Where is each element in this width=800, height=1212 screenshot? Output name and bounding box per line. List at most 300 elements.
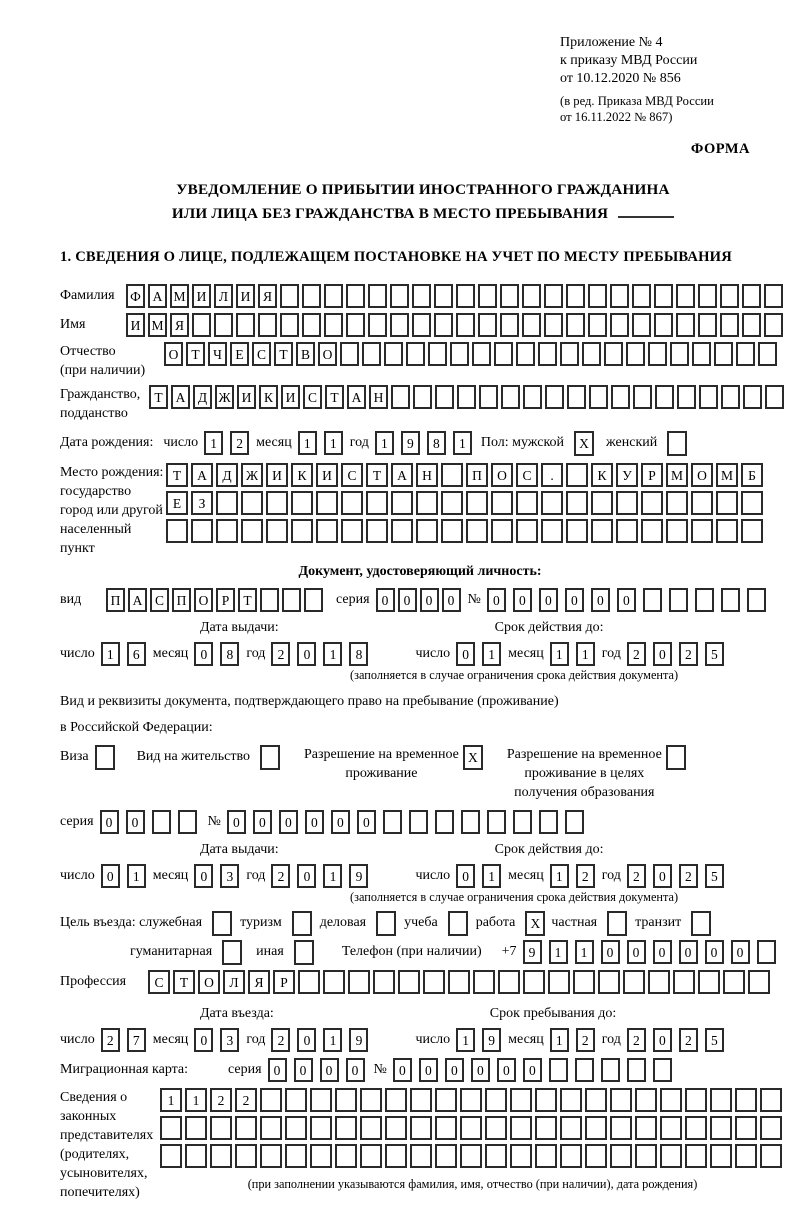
doc-series-cells: [376, 588, 464, 612]
label-line: попечителях): [60, 1185, 140, 1201]
female-checkbox: [667, 431, 687, 456]
char-cell: 2: [271, 864, 290, 888]
char-cell: А: [171, 385, 190, 409]
char-cell: [472, 342, 491, 366]
char-cell: [510, 1088, 532, 1112]
label-line: Разрешение на временное: [303, 747, 459, 763]
entry-month-cells: [194, 1028, 246, 1052]
visa-checkbox: [95, 745, 115, 770]
char-cell: М: [148, 313, 167, 337]
text: №: [373, 1062, 387, 1078]
char-cell: [610, 313, 629, 337]
char-cell: [435, 1144, 457, 1168]
char-cell: 0: [601, 940, 620, 964]
char-cell: [765, 385, 784, 409]
char-cell: Д: [193, 385, 212, 409]
char-cell: 0: [297, 642, 316, 666]
text: год: [246, 868, 266, 884]
char-cell: Е: [230, 342, 249, 366]
char-cell: [560, 1144, 582, 1168]
char-cell: 3: [220, 864, 239, 888]
char-cell: [409, 810, 428, 834]
char-cell: [567, 385, 586, 409]
char-cell: Т: [325, 385, 344, 409]
permit-expiry-note: (заполняется в случае ограничения срока действия документа): [350, 890, 679, 905]
char-cell: [585, 1144, 607, 1168]
char-cell: 1: [160, 1088, 182, 1112]
char-cell: [383, 810, 402, 834]
purpose-tourism-checkbox: [292, 911, 312, 936]
char-cell: [485, 1116, 507, 1140]
char-cell: Т: [274, 342, 293, 366]
char-cell: О: [164, 342, 183, 366]
char-cell: [691, 491, 713, 515]
char-cell: 0: [253, 810, 272, 834]
char-cell: П: [172, 588, 191, 612]
char-cell: [384, 342, 403, 366]
label-line: Сведения о: [60, 1090, 128, 1106]
char-cell: [302, 284, 321, 308]
firstname-cells: [126, 313, 786, 337]
char-cell: [626, 342, 645, 366]
char-cell: [591, 519, 613, 543]
char-cell: [385, 1144, 407, 1168]
temp-residence-edu-label: [507, 745, 662, 802]
char-cell: Я: [258, 284, 277, 308]
char-cell: Р: [216, 588, 235, 612]
char-cell: Р: [273, 970, 295, 994]
title-line2-wrap: [60, 202, 786, 226]
birth-day-cells: [204, 431, 256, 455]
label-line: законных: [60, 1109, 117, 1125]
char-cell: [573, 970, 595, 994]
char-cell: [460, 1144, 482, 1168]
char-cell: [742, 313, 761, 337]
permit-expiry-year-cells: [627, 864, 731, 888]
patronymic-row: [60, 342, 786, 380]
char-cell: А: [148, 284, 167, 308]
char-cell: 0: [497, 1058, 516, 1082]
char-cell: 9: [349, 1028, 368, 1052]
char-cell: А: [391, 463, 413, 487]
appendix-line: Приложение № 4: [560, 35, 663, 50]
char-cell: 2: [627, 864, 646, 888]
amendment-line: от 16.11.2022 № 867): [560, 109, 673, 124]
char-cell: С: [341, 463, 363, 487]
char-cell: 0: [194, 1028, 213, 1052]
stay-day-cells: [456, 1028, 508, 1052]
char-cell: К: [291, 463, 313, 487]
doc-expiry-year-cells: [627, 642, 731, 666]
char-cell: И: [192, 284, 211, 308]
char-cell: [545, 385, 564, 409]
char-cell: [560, 1116, 582, 1140]
char-cell: 8: [220, 642, 239, 666]
char-cell: [341, 519, 363, 543]
permit-number-cells: [227, 810, 591, 834]
char-cell: Ч: [208, 342, 227, 366]
char-cell: [566, 463, 588, 487]
char-cell: [491, 491, 513, 515]
char-cell: [410, 1088, 432, 1112]
cells-row: [166, 519, 766, 543]
label-line: город или другой: [60, 503, 163, 519]
permit-dates-captions: [60, 838, 786, 862]
char-cell: И: [281, 385, 300, 409]
spacer: [280, 1002, 490, 1003]
char-cell: [460, 1088, 482, 1112]
char-cell: [721, 588, 740, 612]
char-cell: 0: [194, 642, 213, 666]
char-cell: К: [591, 463, 613, 487]
char-cell: [413, 385, 432, 409]
label-line: проживание: [345, 766, 418, 782]
char-cell: [565, 810, 584, 834]
phone-label: Телефон (при наличии): [341, 944, 482, 960]
doc-issue-month-cells: [194, 642, 246, 666]
residence-permit-label: Вид на жительство: [136, 749, 250, 765]
form-label: ФОРМА: [690, 141, 750, 158]
spacer: [375, 864, 415, 865]
char-cell: 0: [653, 642, 672, 666]
phone-prefix: +7: [501, 944, 517, 960]
spacer: [60, 889, 350, 890]
char-cell: [216, 519, 238, 543]
permit-expiry-caption: Срок действия до:: [494, 842, 604, 858]
char-cell: [390, 284, 409, 308]
char-cell: 0: [398, 588, 417, 612]
issue-date-caption: Дата выдачи:: [200, 620, 279, 636]
char-cell: [539, 810, 558, 834]
char-cell: [648, 970, 670, 994]
char-cell: [522, 284, 541, 308]
char-cell: 0: [653, 864, 672, 888]
identity-doc-row: [60, 588, 786, 612]
stay-until-caption: Срок пребывания до:: [489, 1006, 617, 1022]
char-cell: М: [666, 463, 688, 487]
char-cell: И: [266, 463, 288, 487]
char-cell: [485, 1088, 507, 1112]
label-line: усыновителях,: [60, 1166, 148, 1182]
char-cell: [633, 385, 652, 409]
char-cell: 2: [210, 1088, 232, 1112]
char-cell: [677, 385, 696, 409]
surname-label: Фамилия: [60, 288, 115, 304]
char-cell: [714, 342, 733, 366]
label-line: получения образования: [514, 785, 655, 801]
entry-day-cells: [101, 1028, 153, 1052]
label-line: государство: [60, 484, 132, 500]
spacer: [285, 838, 495, 839]
char-cell: А: [191, 463, 213, 487]
char-cell: 1: [550, 864, 569, 888]
spacer: [285, 616, 495, 617]
char-cell: [635, 1144, 657, 1168]
char-cell: Т: [173, 970, 195, 994]
text: месяц: [256, 435, 292, 451]
char-cell: [741, 519, 763, 543]
char-cell: 5: [705, 642, 724, 666]
char-cell: [666, 519, 688, 543]
char-cell: [748, 970, 770, 994]
char-cell: [549, 1058, 568, 1082]
char-cell: [720, 284, 739, 308]
text: учеба: [404, 915, 438, 931]
residence-doc-options: [60, 745, 786, 802]
char-cell: 5: [705, 1028, 724, 1052]
char-cell: [412, 284, 431, 308]
legal-reps-label: [60, 1088, 160, 1202]
char-cell: [535, 1088, 557, 1112]
char-cell: [466, 491, 488, 515]
char-cell: [324, 284, 343, 308]
doc-number-cells: [487, 588, 773, 612]
char-cell: [391, 385, 410, 409]
char-cell: [373, 970, 395, 994]
char-cell: [285, 1088, 307, 1112]
char-cell: [610, 1088, 632, 1112]
char-cell: 0: [617, 588, 636, 612]
purpose-work-checkbox: X: [525, 911, 545, 936]
char-cell: В: [296, 342, 315, 366]
char-cell: [366, 491, 388, 515]
char-cell: [660, 1088, 682, 1112]
birthdate-row: [60, 431, 786, 456]
char-cell: [698, 970, 720, 994]
char-cell: Т: [366, 463, 388, 487]
char-cell: [641, 491, 663, 515]
char-cell: [360, 1116, 382, 1140]
char-cell: [698, 284, 717, 308]
char-cell: 0: [294, 1058, 313, 1082]
text: месяц: [152, 1032, 189, 1048]
label-line: населенный пункт: [60, 522, 132, 557]
char-cell: 1: [453, 431, 472, 455]
char-cell: С: [252, 342, 271, 366]
char-cell: [735, 1144, 757, 1168]
char-cell: [698, 313, 717, 337]
firstname-row: [60, 313, 786, 337]
char-cell: 1: [575, 940, 594, 964]
residence-doc-text1: [60, 690, 786, 714]
char-cell: 9: [523, 940, 542, 964]
appendix-line: к приказу МВД России: [560, 53, 698, 69]
char-cell: [654, 313, 673, 337]
char-cell: [310, 1116, 332, 1140]
purpose-humanitarian-checkbox: [222, 940, 242, 965]
text: №: [207, 814, 221, 830]
char-cell: 0: [420, 588, 439, 612]
char-cell: [456, 313, 475, 337]
char-cell: 0: [539, 588, 558, 612]
char-cell: [632, 284, 651, 308]
char-cell: [368, 313, 387, 337]
migration-number-cells: [393, 1058, 679, 1082]
char-cell: 0: [227, 810, 246, 834]
char-cell: 0: [442, 588, 461, 612]
char-cell: [416, 491, 438, 515]
char-cell: 2: [235, 1088, 257, 1112]
char-cell: [670, 342, 689, 366]
char-cell: У: [616, 463, 638, 487]
label-line: Отчество: [60, 344, 116, 360]
char-cell: Л: [214, 284, 233, 308]
char-cell: 7: [127, 1028, 146, 1052]
permit-expiry-note: [60, 889, 786, 906]
char-cell: [434, 313, 453, 337]
patronymic-cells: [164, 342, 780, 366]
entry-year-cells: [271, 1028, 375, 1052]
cells-row: [160, 1116, 785, 1140]
text: серия: [228, 1062, 262, 1078]
permit-issue-month-cells: [194, 864, 246, 888]
birthplace-label: [60, 463, 166, 558]
char-cell: О: [318, 342, 337, 366]
char-cell: [566, 491, 588, 515]
char-cell: [610, 1144, 632, 1168]
char-cell: [494, 342, 513, 366]
residence-permit-checkbox: [260, 745, 280, 770]
char-cell: [385, 1116, 407, 1140]
char-cell: [291, 519, 313, 543]
form-body: [60, 284, 786, 1202]
char-cell: З: [191, 491, 213, 515]
temp-residence-checkbox: X: [463, 745, 483, 770]
char-cell: [585, 1088, 607, 1112]
char-cell: [335, 1116, 357, 1140]
char-cell: [291, 491, 313, 515]
text: серия: [336, 592, 370, 608]
text: число: [163, 435, 199, 451]
char-cell: 0: [346, 1058, 365, 1082]
char-cell: [648, 342, 667, 366]
char-cell: [441, 463, 463, 487]
char-cell: 1: [298, 431, 317, 455]
text: год: [246, 646, 266, 662]
char-cell: [654, 284, 673, 308]
char-cell: 0: [101, 864, 120, 888]
char-cell: [743, 385, 762, 409]
char-cell: 0: [419, 1058, 438, 1082]
char-cell: [660, 1116, 682, 1140]
char-cell: [391, 491, 413, 515]
char-cell: 6: [127, 642, 146, 666]
char-cell: [335, 1144, 357, 1168]
char-cell: Ж: [215, 385, 234, 409]
char-cell: [747, 588, 766, 612]
char-cell: [341, 491, 363, 515]
char-cell: [391, 519, 413, 543]
text: работа: [475, 915, 516, 931]
spacer: [60, 1002, 200, 1003]
text: год: [601, 646, 621, 662]
char-cell: [760, 1088, 782, 1112]
char-cell: [655, 385, 674, 409]
char-cell: 0: [320, 1058, 339, 1082]
char-cell: [460, 1116, 482, 1140]
male-checkbox: X: [574, 431, 594, 456]
char-cell: [758, 342, 777, 366]
char-cell: 1: [456, 1028, 475, 1052]
char-cell: [428, 342, 447, 366]
char-cell: [185, 1144, 207, 1168]
char-cell: [610, 1116, 632, 1140]
doc-dates-row: [60, 642, 786, 666]
char-cell: [423, 970, 445, 994]
char-cell: [623, 970, 645, 994]
text: число: [60, 1032, 95, 1048]
profession-cells: [148, 970, 773, 994]
amendment-line: (в ред. Приказа МВД России: [560, 93, 714, 108]
char-cell: [435, 1088, 457, 1112]
char-cell: [491, 519, 513, 543]
purpose-transit-checkbox: [691, 911, 711, 936]
char-cell: [741, 491, 763, 515]
char-cell: Т: [149, 385, 168, 409]
char-cell: [166, 519, 188, 543]
identity-doc-title: Документ, удостоверяющий личность:: [298, 564, 542, 580]
expiry-note: (заполняется в случае ограничения срока действия документа): [350, 668, 679, 683]
text: год: [601, 1032, 621, 1048]
char-cell: [735, 1116, 757, 1140]
label-line: подданство: [60, 406, 128, 422]
char-cell: 0: [357, 810, 376, 834]
char-cell: [285, 1116, 307, 1140]
profession-row: [60, 970, 786, 994]
char-cell: [710, 1088, 732, 1112]
char-cell: [152, 810, 171, 834]
char-cell: [757, 940, 776, 964]
char-cell: [691, 519, 713, 543]
char-cell: 2: [101, 1028, 120, 1052]
permit-issue-year-cells: [271, 864, 375, 888]
char-cell: [544, 313, 563, 337]
char-cell: М: [170, 284, 189, 308]
char-cell: [611, 385, 630, 409]
surname-cells: [126, 284, 786, 308]
char-cell: [335, 1088, 357, 1112]
purpose-private-checkbox: [607, 911, 627, 936]
char-cell: [310, 1088, 332, 1112]
char-cell: [501, 385, 520, 409]
char-cell: 8: [349, 642, 368, 666]
char-cell: Б: [741, 463, 763, 487]
title-line1: УВЕДОМЛЕНИЕ О ПРИБЫТИИ ИНОСТРАННОГО ГРАЖДАНИНА: [176, 181, 670, 199]
appendix-block: [560, 34, 786, 125]
char-cell: [310, 1144, 332, 1168]
char-cell: 0: [297, 864, 316, 888]
char-cell: [692, 342, 711, 366]
char-cell: 0: [456, 864, 475, 888]
permit-series-cells: [100, 810, 204, 834]
char-cell: [260, 1116, 282, 1140]
char-cell: [635, 1116, 657, 1140]
char-cell: [710, 1116, 732, 1140]
text: число: [60, 646, 95, 662]
visit-purpose-row2: [60, 940, 786, 965]
char-cell: [538, 342, 557, 366]
purpose-other-checkbox: [294, 940, 314, 965]
char-cell: [764, 284, 783, 308]
char-cell: [616, 491, 638, 515]
char-cell: Р: [641, 463, 663, 487]
char-cell: [192, 313, 211, 337]
char-cell: [500, 284, 519, 308]
char-cell: И: [126, 313, 145, 337]
char-cell: [673, 970, 695, 994]
char-cell: 2: [576, 864, 595, 888]
cells-row: [160, 1088, 785, 1112]
